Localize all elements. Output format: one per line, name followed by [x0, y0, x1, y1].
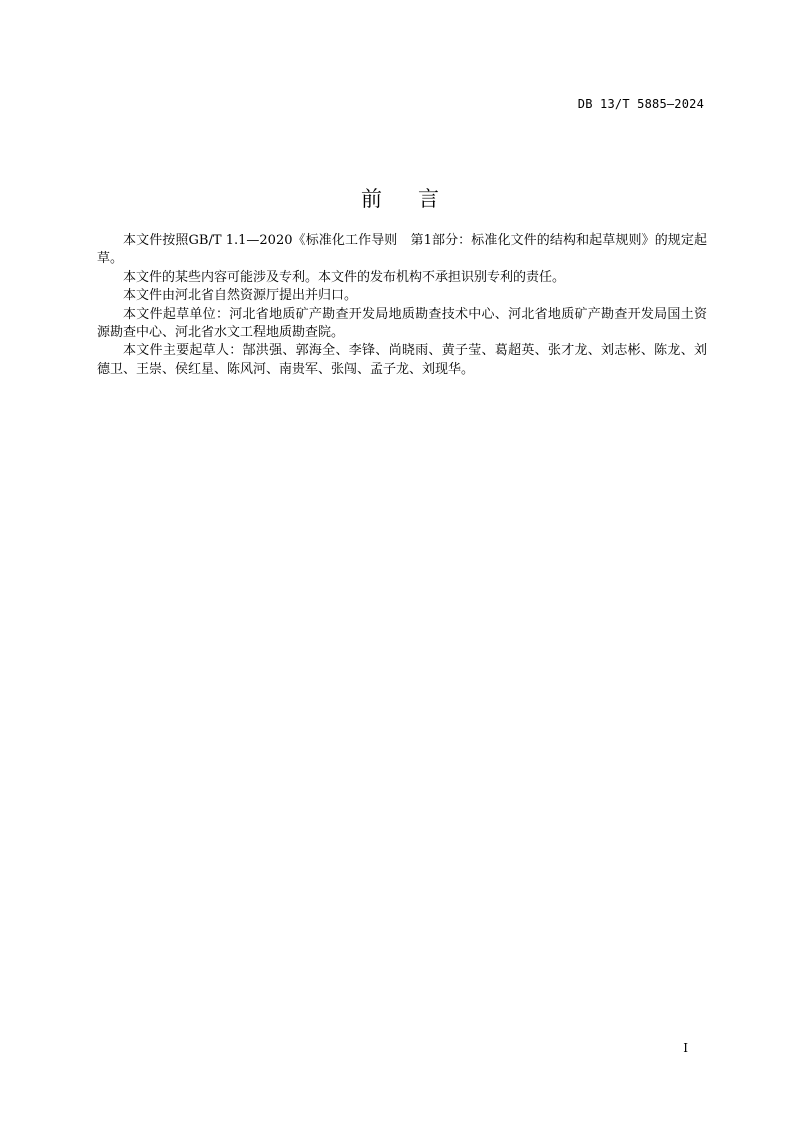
foreword-body: [97, 232, 707, 379]
paragraph-drafters: 本文件主要起草人：郜洪强、郭海全、李锋、尚晓雨、黄子莹、葛超英、张才龙、刘志彬、陈龙、刘德卫、王崇、侯红星、陈风河、南贵军、张闯、孟子龙、刘现华。: [97, 343, 707, 377]
paragraph-proposing-body: 本文件由河北省自然资源厅提出并归口。: [123, 288, 358, 304]
paragraph-drafting-units: 本文件起草单位：河北省地质矿产勘查开发局地质勘查技术中心、河北省地质矿产勘查开发局国土资源勘查中心、河北省水文工程地质勘查院。: [97, 306, 707, 341]
paragraph-drafting-basis: 本文件按照GB/T 1.1—2020《标准化工作导则 第1部分：标准化文件的结构和起草规则》的规定起草。: [97, 233, 707, 267]
page-number: I: [683, 1041, 688, 1055]
paragraph-patent-notice: 本文件的某些内容可能涉及专利。本文件的发布机构不承担识别专利的责任。: [123, 269, 566, 285]
document-code: DB 13/T 5885—2024: [577, 97, 704, 111]
section-title-foreword: 前言: [361, 187, 475, 211]
